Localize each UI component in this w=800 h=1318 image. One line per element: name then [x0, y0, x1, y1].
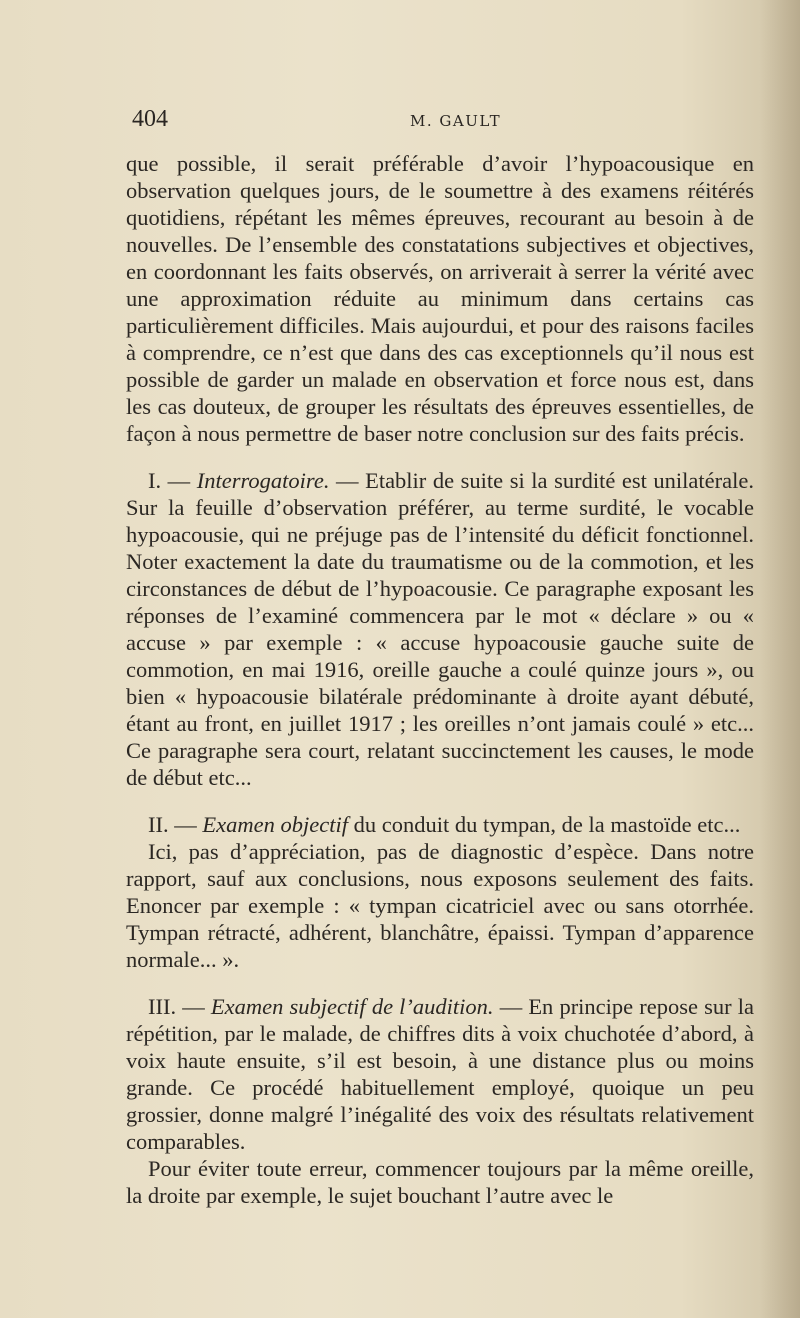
body-text: [126, 150, 754, 1209]
paragraph-appreciation: Ici, pas d’appréciation, pas de diagnostic d’espèce. Dans notre rapport, sauf aux conclusions, nous exposons seulement des faits. Enoncer par exemple : « tympan cicatriciel avec ou sans otorrhée. Tympan rétracté, adhérent, blanchâtre, épaissi. Tympan d’apparence normale... ».: [126, 839, 754, 972]
section-title: Examen objectif: [202, 812, 348, 837]
page-number: 404: [132, 106, 168, 132]
section-number: I. —: [148, 468, 197, 493]
paragraph-examen-objectif: [126, 811, 754, 838]
section-number: II. —: [148, 812, 203, 837]
page-edge-shadow: [760, 0, 800, 1318]
page-header: [132, 106, 752, 136]
paragraph-eviter-erreur: Pour éviter toute erreur, commencer toujours par la même oreille, la droite par exemple, le sujet bouchant l’autre avec le: [126, 1156, 754, 1208]
paragraph-examen-subjectif: [126, 993, 754, 1155]
section-title: Examen subjectif de l’audition.: [210, 994, 494, 1019]
paragraph-intro: que possible, il serait préférable d’avoir l’hypoacousique en observation quelques jours, de le soumettre à des examens réitérés quotidiens, répétant les mêmes épreuves, recourant au besoin à de nouvelles. De l’ensemble des constatations subjectives et objectives, en coordonnant les faits observés, on arriverait à serrer la vérité avec une approximation réduite au minimum dans certains cas particulièrement difficiles. Mais aujourdui, et pour des raisons faciles à comprendre, ce n’est que dans des cas exceptionnels qu’il nous est possible de garder un malade en observation et force nous est, dans les cas douteux, de grouper les résultats des épreuves essentielles, de façon à nous permettre de baser notre conclusion sur des faits précis.: [126, 151, 754, 446]
section-text: — En principe repose sur la répétition, par le malade, de chiffres dits à voix chuchotée d’abord, à voix haute ensuite, s’il est besoin, à une distance plus ou moins grande. Ce procédé habituellement employé, quoique un peu grossier, donne malgré l’inégalité des voix des résultats relativement comparables.: [126, 994, 755, 1154]
running-head: M. GAULT: [410, 112, 502, 130]
section-title: Interrogatoire.: [196, 468, 330, 493]
section-text: du conduit du tympan, de la mastoïde etc...: [347, 812, 741, 837]
section-number: III. —: [148, 994, 211, 1019]
section-text: — Etablir de suite si la surdité est unilatérale. Sur la feuille d’observation préférer, au terme surdité, le vocable hypoacousie, qui ne préjuge pas de l’intensité du déficit fonctionnel. Noter exactement la date du traumatisme ou de la commotion, et les circonstances de début de l’hypoacousie. Ce paragraphe exposant les réponses de l’examiné commencera par le mot « déclare » ou « accuse » par exemple : « accuse hypoacousie gauche suite de commotion, en mai 1916, oreille gauche a coulé quinze jours », ou bien « hypoacousie bilatérale prédominante à droite ayant débuté, étant au front, en juillet 1917 ; les oreilles n’ont jamais coulé » etc... Ce paragraphe sera court, relatant succinctement les causes, le mode de début etc...: [126, 468, 754, 790]
paragraph-interrogatoire: [126, 467, 754, 791]
